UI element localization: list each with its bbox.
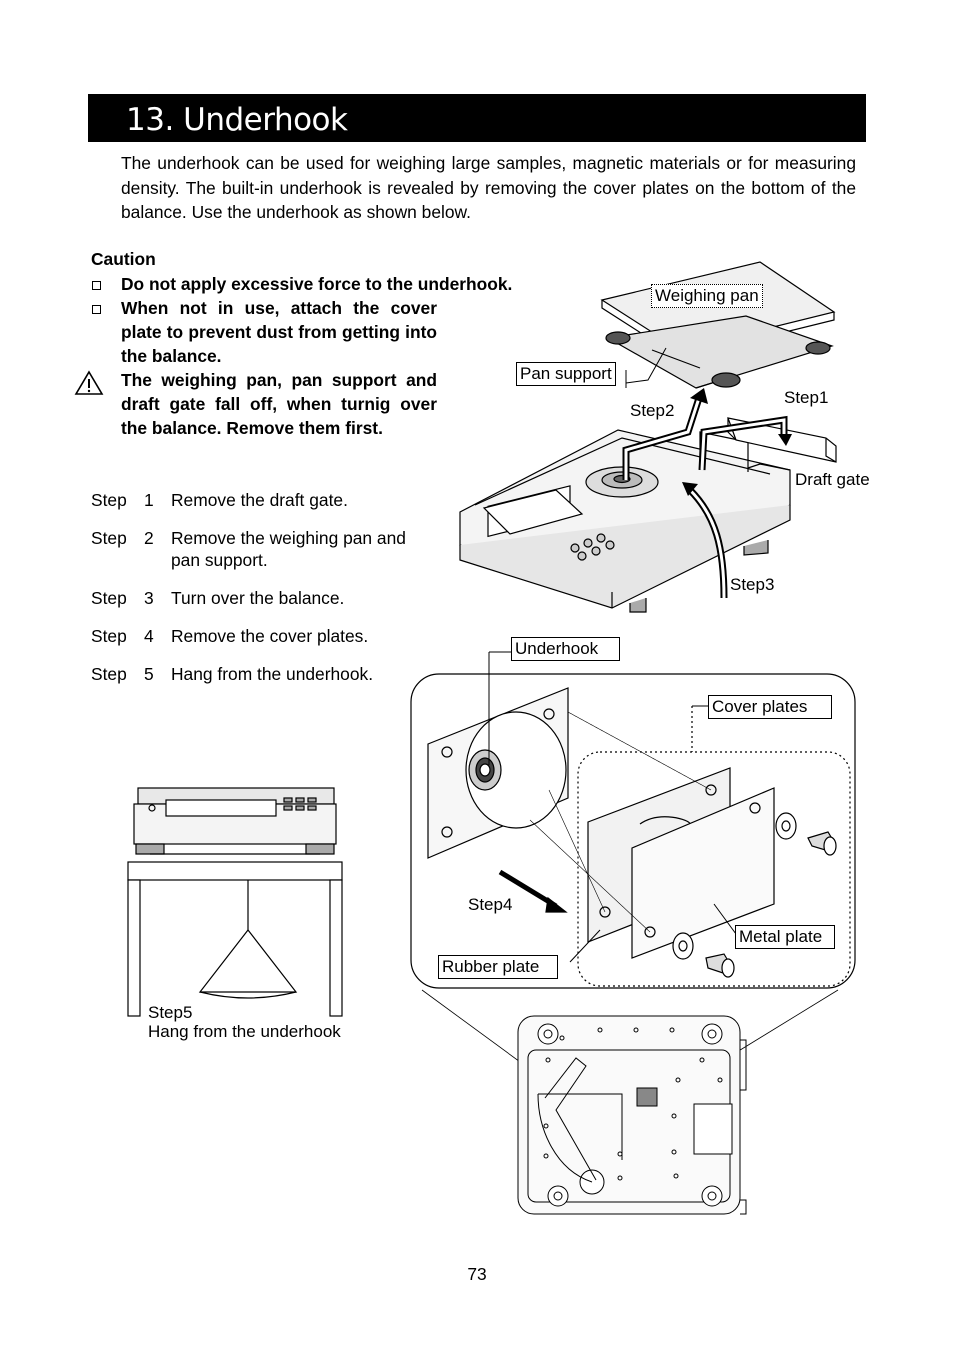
step3-label: Step3 — [730, 575, 775, 594]
step-text: Remove the cover plates. — [171, 626, 369, 646]
step-text: Hang from the underhook. — [171, 664, 374, 684]
step5-label: Step5 — [148, 1003, 193, 1022]
step-label: Step — [91, 528, 127, 548]
step1-label: Step1 — [784, 388, 829, 407]
caution-item-excessive-force: Do not apply excessive force to the underhook. — [121, 274, 513, 294]
step-number: 1 — [144, 490, 154, 510]
step-label: Step — [91, 664, 127, 684]
caution-heading: Caution — [91, 249, 156, 269]
underhook-stand-drawing — [128, 788, 342, 1016]
step-number: 4 — [144, 626, 154, 646]
draft-gate-label: Draft gate — [795, 470, 870, 489]
step-text: Remove the weighing pan and pan support. — [171, 528, 406, 570]
step-number: 3 — [144, 588, 154, 608]
step-label: Step — [91, 626, 127, 646]
intro-paragraph: The underhook can be used for weighing large samples, magnetic materials or for measuring density. The built-in underhook is revealed by removing the cover plates on the bottom of the balance. Use the underhook as shown below. — [121, 153, 856, 222]
caution-item-remove-parts: The weighing pan, pan support and draft gate fall off, when turnig over the balance. Remove them first. — [121, 370, 437, 438]
pan-support-label: Pan support — [516, 362, 616, 386]
cover-plates-label: Cover plates — [708, 695, 832, 719]
underhook-label: Underhook — [511, 637, 620, 661]
metal-plate-label: Metal plate — [735, 925, 835, 949]
step-label: Step — [91, 588, 127, 608]
step5-caption: Hang from the underhook — [148, 1022, 341, 1041]
step2-label: Step2 — [630, 401, 675, 420]
page-number: 73 — [467, 1264, 487, 1284]
balance-bottom-view-drawing — [518, 1016, 746, 1214]
step-text: Turn over the balance. — [171, 588, 345, 608]
pan-support-drawing — [606, 316, 832, 388]
caution-item-cover-plate: When not in use, attach the cover plate to prevent dust from getting into the balance. — [121, 298, 437, 366]
weighing-pan-label: Weighing pan — [651, 284, 763, 308]
step-label: Step — [91, 490, 127, 510]
step-number: 5 — [144, 664, 154, 684]
section-title: 13. Underhook — [126, 102, 348, 138]
step-number: 2 — [144, 528, 154, 548]
step4-label: Step4 — [468, 895, 513, 914]
step-text: Remove the draft gate. — [171, 490, 348, 510]
rubber-plate-label: Rubber plate — [438, 955, 558, 979]
